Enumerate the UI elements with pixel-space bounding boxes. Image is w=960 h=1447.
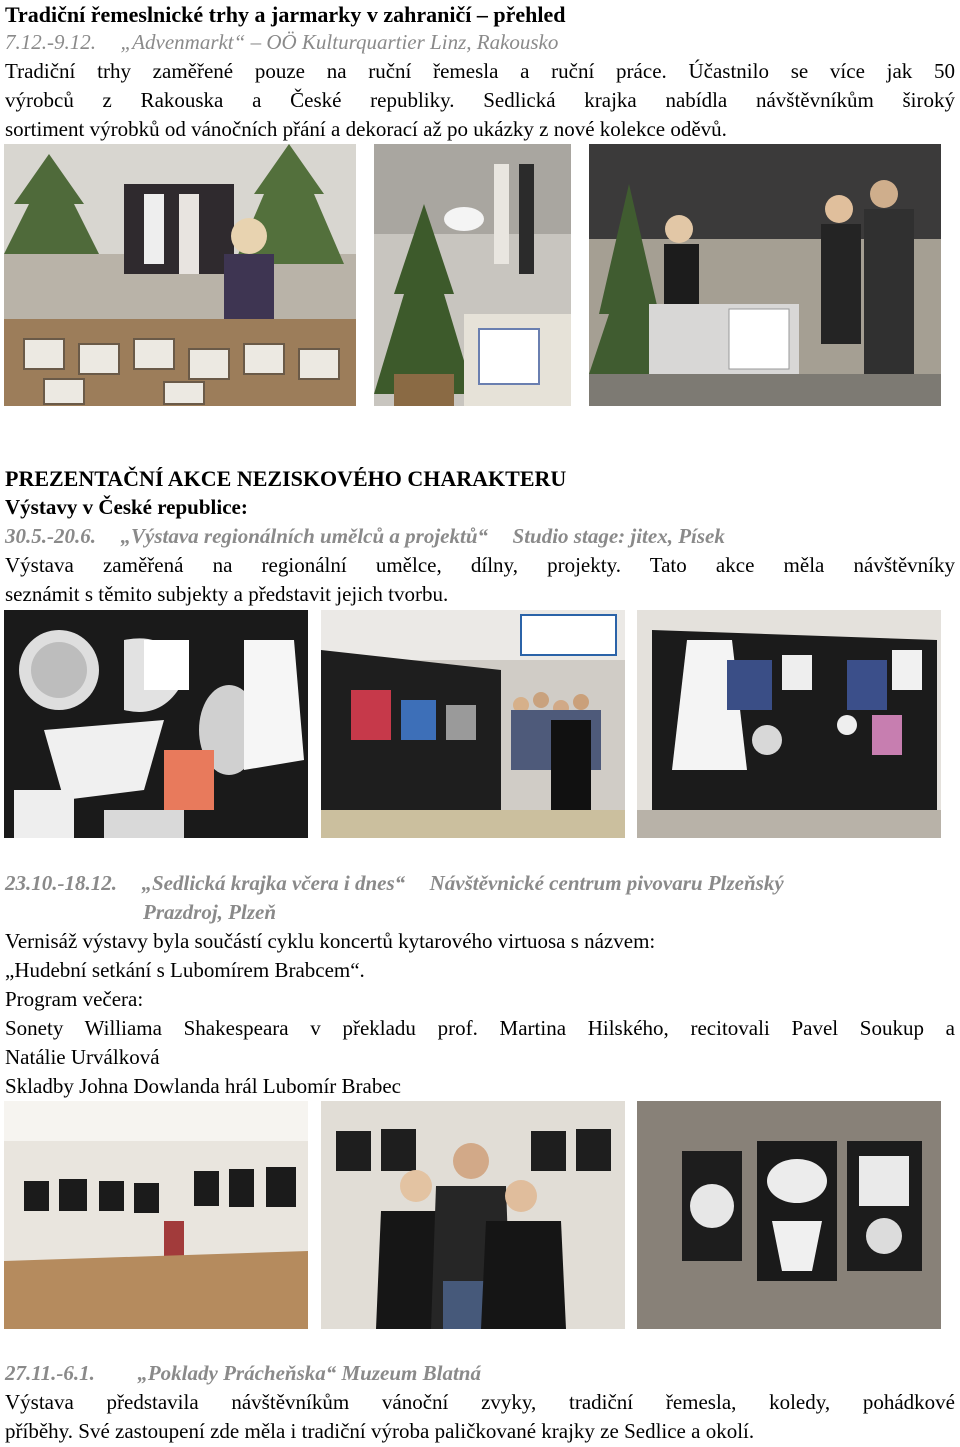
event-name: „Sedlická krajka včera i dnes“ [141, 871, 406, 895]
section-title: Tradiční řemeslnické trhy a jarmarky v zahraničí – přehled [5, 2, 566, 27]
lace-panel-photo [4, 610, 308, 838]
body-line: Výstava představila návštěvníkům vánoční zvyky, tradiční řemesla, koledy, pohádkové [5, 1390, 955, 1414]
body-line: příběhy. Své zastoupení zde měla i tradiční výroba paličkované krajky ze Sedlice a okolí. [5, 1419, 755, 1443]
body-line: Výstava zaměřená na regionální umělce, dílny, projekty. Tato akce měla návštěvníky [5, 553, 955, 577]
body-line: Natálie Urválková [5, 1045, 160, 1069]
event-heading [5, 1359, 955, 1388]
clothing-panel-photo [637, 610, 941, 838]
event-date: 30.5.-20.6. [5, 524, 96, 548]
body-line: výrobců z Rakouska a České republiky. Sedlická krajka nabídla návštěvníkům široký [5, 88, 955, 112]
body-line: Tradiční trhy zaměřené pouze na ruční řemesla a ruční práce. Účastnilo se více jak 50 [5, 59, 955, 83]
event-name: „Poklady Prácheňska“ Muzeum Blatná [137, 1361, 481, 1385]
event-date: 27.11.-6.1. [5, 1361, 95, 1385]
body-line: Sonety Williama Shakespeara v překladu prof. Martina Hilského, recitovali Pavel Soukup a [5, 1016, 955, 1040]
event-place-continued: Prazdroj, Plzeň [143, 900, 277, 924]
event-heading [5, 869, 955, 898]
body-line: Vernisáž výstavy byla součástí cyklu koncertů kytarového virtuosa s názvem: [5, 929, 656, 953]
event-heading [5, 28, 955, 57]
event-name: „Advenmarkt“ – OÖ Kulturquartier Linz, Rakousko [120, 30, 559, 54]
event-place: Návštěvnické centrum pivovaru Plzeňský [429, 871, 784, 895]
gallery-room-photo [4, 1101, 308, 1329]
event-date: 7.12.-9.12. [5, 30, 96, 54]
event-date: 23.10.-18.12. [5, 871, 117, 895]
market-stall-photo [4, 144, 356, 406]
body-line: Program večera: [5, 987, 144, 1011]
body-line: seznámit s těmito subjekty a představit jejich tvorbu. [5, 582, 449, 606]
section-subtitle: Výstavy v České republice: [5, 495, 248, 519]
visitors-at-stall-photo [589, 144, 941, 406]
event-name: „Výstava regionálních umělců a projektů“ [120, 524, 489, 548]
lace-display-photo [374, 144, 571, 406]
section-title: PREZENTAČNÍ AKCE NEZISKOVÉHO CHARAKTERU [5, 466, 567, 491]
framed-lace-photo [637, 1101, 941, 1329]
body-line: sortiment výrobků od vánočních přání a dekorací až po ukázky z nové kolekce oděvů. [5, 117, 727, 141]
event-place: Studio stage: jitex, Písek [512, 524, 725, 548]
exhibition-hall-photo [321, 610, 625, 838]
event-heading [5, 522, 955, 551]
body-line: Skladby Johna Dowlanda hrál Lubomír Brabec [5, 1074, 401, 1098]
body-line: „Hudební setkání s Lubomírem Brabcem“. [5, 958, 365, 982]
vernissage-guests-photo [321, 1101, 625, 1329]
